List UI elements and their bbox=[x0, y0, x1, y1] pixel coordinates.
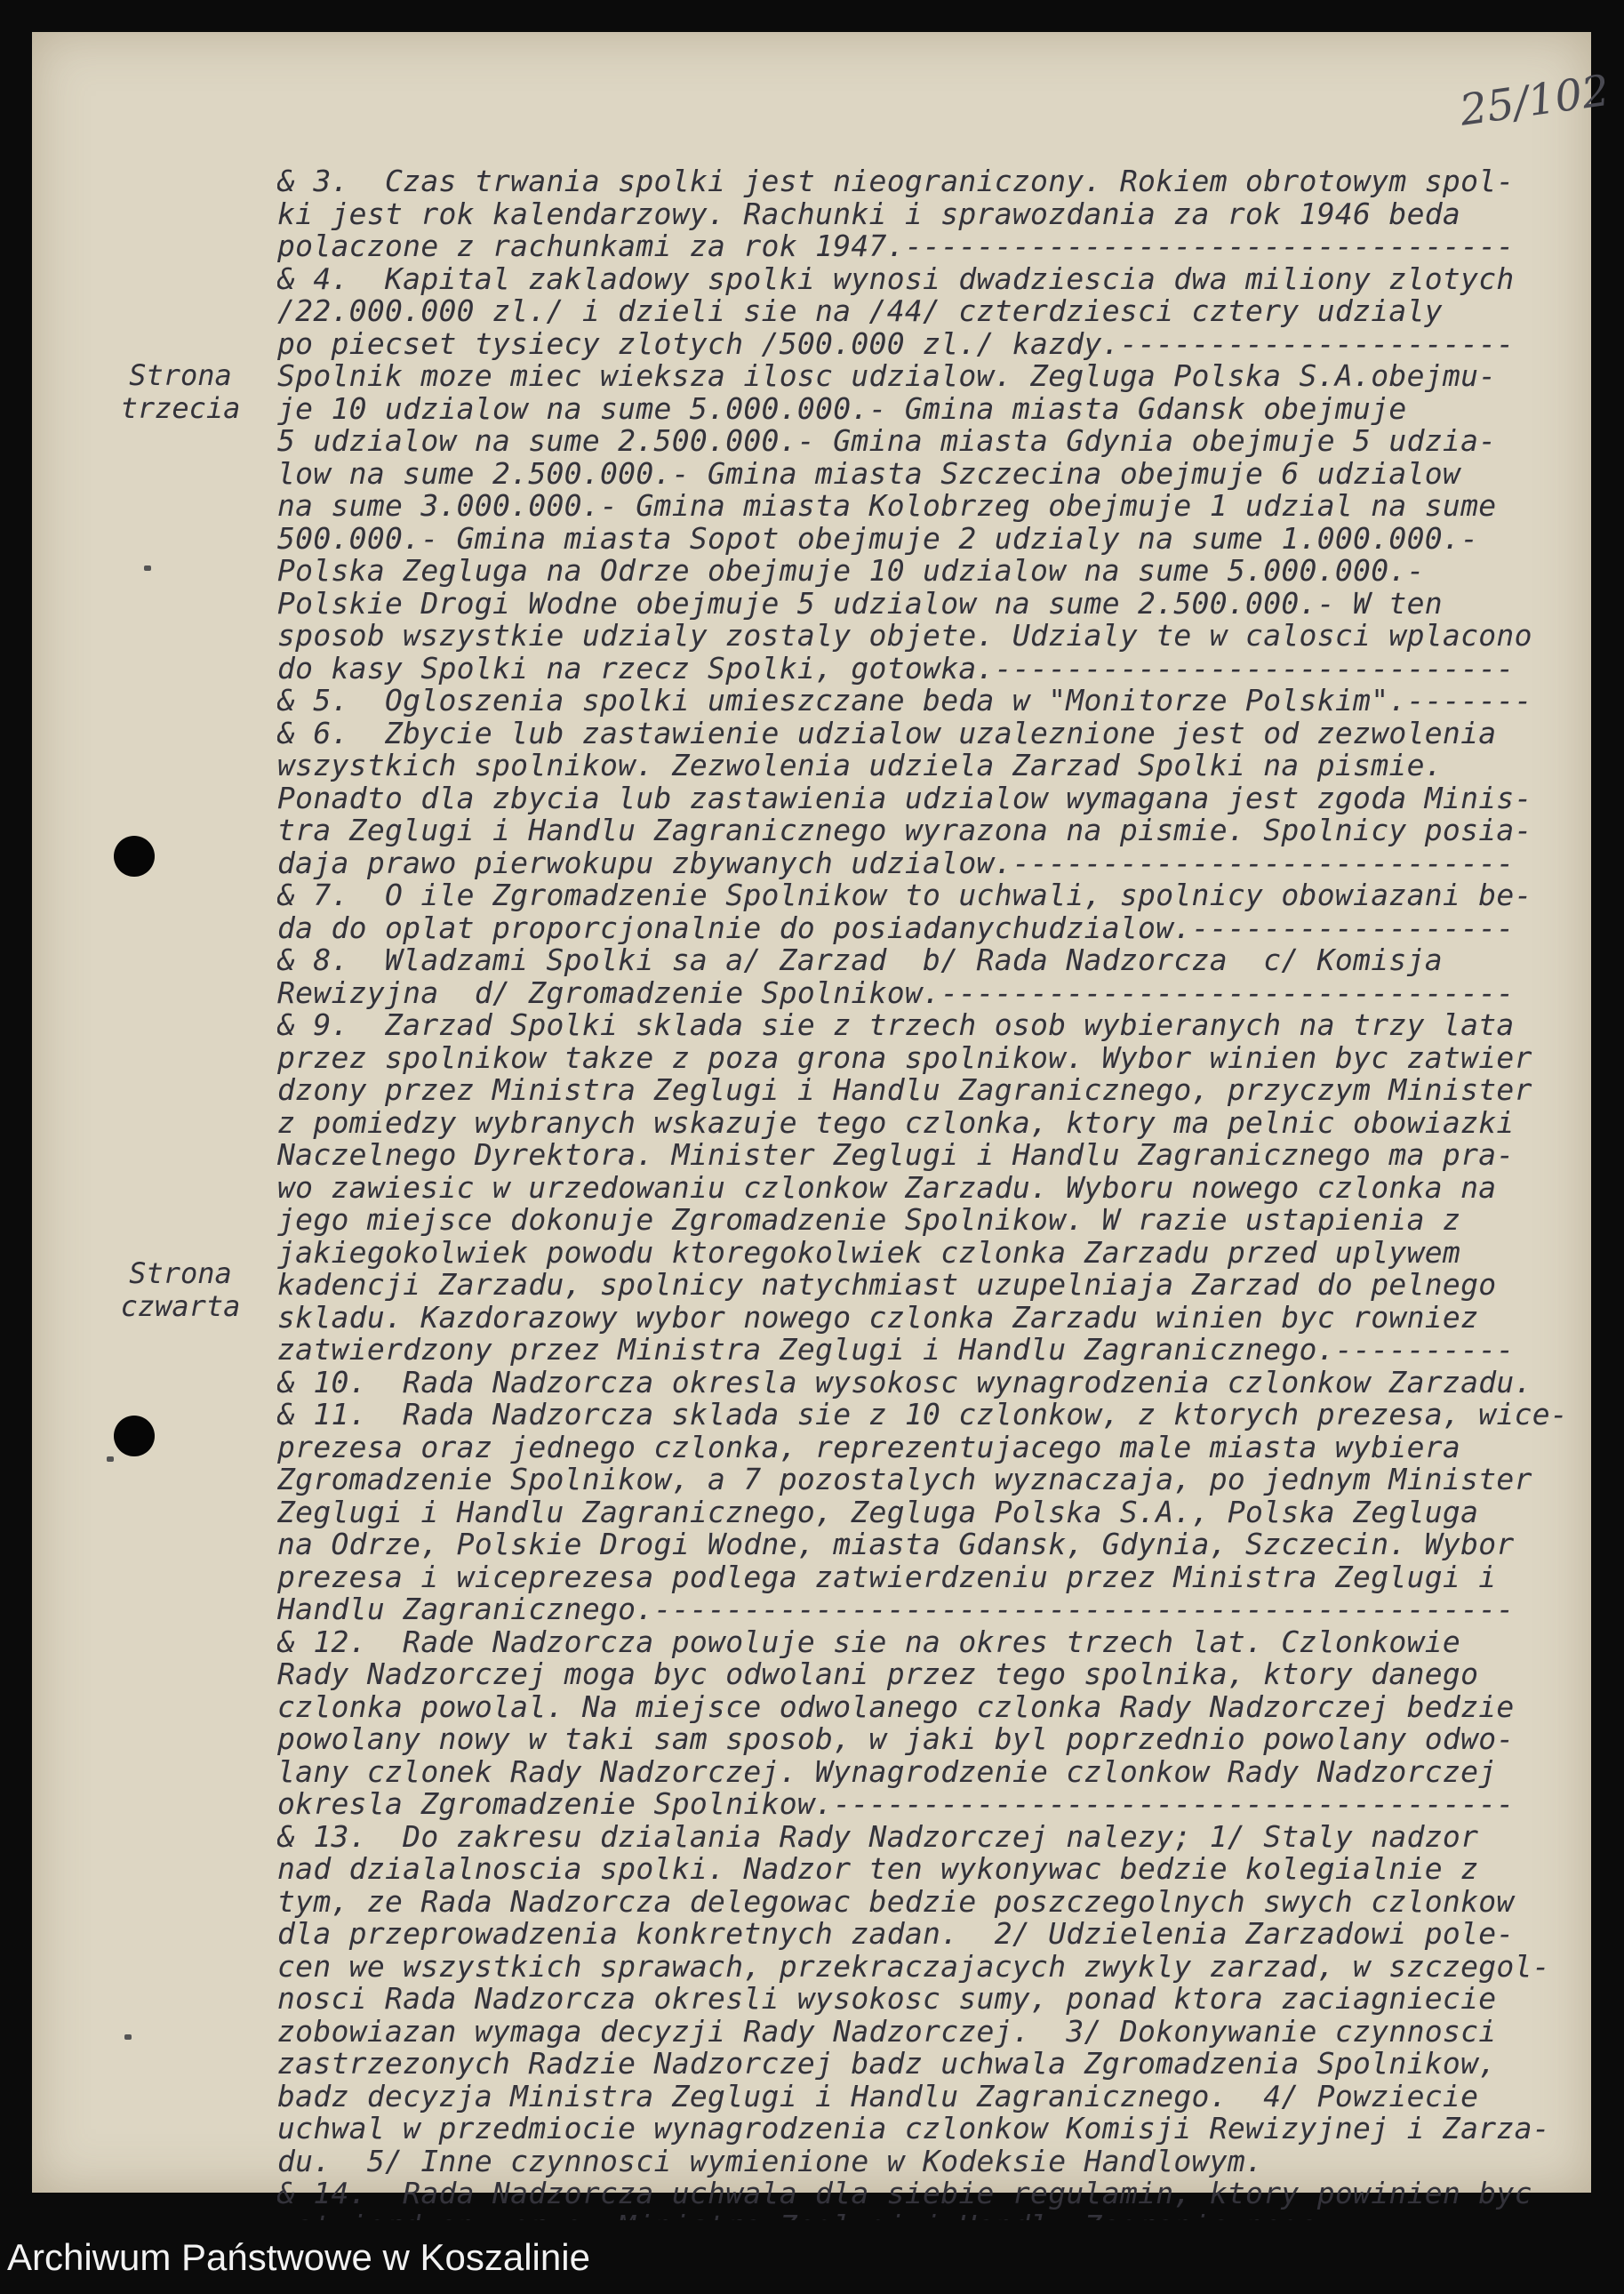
text-line: & 3. Czas trwania spolki jest nieograniczony. Rokiem obrotowym spol- bbox=[277, 165, 1515, 198]
text-line: skladu. Kazdorazowy wybor nowego czlonka Zarzadu winien byc rowniez bbox=[277, 1301, 1479, 1334]
paper-mark bbox=[144, 565, 151, 571]
archive-footer bbox=[0, 2220, 1624, 2294]
text-line: polaczone z rachunkami za rok 1947.---------------------------------- bbox=[277, 230, 1515, 263]
text-line: okresla Zgromadzenie Spolnikow.-------------------------------------- bbox=[277, 1788, 1515, 1821]
text-line: & 8. Wladzami Spolki sa a/ Zarzad b/ Rada Nadzorcza c/ Komisja bbox=[277, 944, 1443, 977]
text-line: z pomiedzy wybranych wskazuje tego czlonka, ktory ma pelnic obowiazki bbox=[277, 1106, 1515, 1139]
punch-hole bbox=[114, 836, 155, 877]
text-line: je 10 udzialow na sume 5.000.000.- Gmina miasta Gdansk obejmuje bbox=[277, 392, 1407, 425]
text-line: & 12. Rade Nadzorcza powoluje sie na okres trzech lat. Czlonkowie bbox=[277, 1625, 1461, 1658]
text-line: jego miejsce dokonuje Zgromadzenie Spolnikow. W razie ustapienia z bbox=[277, 1204, 1461, 1237]
paper-mark bbox=[124, 2034, 132, 2040]
text-line: & 13. Do zakresu dzialania Rady Nadzorczej nalezy; 1/ Staly nadzor bbox=[277, 1820, 1479, 1853]
margin-note-strona-czwarta bbox=[96, 1257, 265, 1322]
text-line: na Odrze, Polskie Drogi Wodne, miasta Gdansk, Gdynia, Szczecin. Wybor bbox=[277, 1528, 1515, 1561]
archive-name: Archiwum Państwowe w Koszalinie bbox=[7, 2236, 590, 2278]
text-line: 5 udzialow na sume 2.500.000.- Gmina miasta Gdynia obejmuje 5 udzia- bbox=[277, 425, 1497, 458]
text-line: Polska Zegluga na Odrze obejmuje 10 udzialow na sume 5.000.000.- bbox=[277, 555, 1425, 588]
text-line: uchwal w przedmiocie wynagrodzenia czlonkow Komisji Rewizyjnej i Zarza- bbox=[277, 2113, 1550, 2146]
text-line: nad dzialalnoscia spolki. Nadzor ten wykonywac bedzie kolegialnie z bbox=[277, 1853, 1479, 1886]
margin-note-line: Strona bbox=[129, 1256, 232, 1290]
text-line: & 11. Rada Nadzorcza sklada sie z 10 czlonkow, z ktorych prezesa, wice- bbox=[277, 1399, 1569, 1432]
margin-note-line: Strona bbox=[129, 358, 232, 392]
text-line: jakiegokolwiek powodu ktoregokolwiek czlonka Zarzadu przed uplywem bbox=[277, 1236, 1461, 1269]
text-line: 500.000.- Gmina miasta Sopot obejmuje 2 udzialy na sume 1.000.000.- bbox=[277, 522, 1479, 555]
text-line: zatwierdzony przez Ministra Zeglugi i Handlu Zagranicznego.---------- bbox=[277, 1334, 1515, 1367]
text-line: tym, ze Rada Nadzorcza delegowac bedzie poszczegolnych swych czlonkow bbox=[277, 1885, 1515, 1918]
text-line: prezesa i wiceprezesa podlega zatwierdzeniu przez Ministra Zeglugi i bbox=[277, 1560, 1497, 1593]
text-line: Naczelnego Dyrektora. Minister Zeglugi i Handlu Zagranicznego ma pra- bbox=[277, 1139, 1515, 1172]
text-line: badz decyzja Ministra Zeglugi i Handlu Zagranicznego. 4/ Powziecie bbox=[277, 2080, 1479, 2113]
text-line: przez spolnikow takze z poza grona spolnikow. Wybor winien byc zatwier bbox=[277, 1041, 1532, 1074]
text-line: Spolnik moze miec wieksza ilosc udzialow. Zegluga Polska S.A.obejmu- bbox=[277, 360, 1497, 393]
text-line: wo zawiesic w urzedowaniu czlonkow Zarzadu. Wyboru nowego czlonka na bbox=[277, 1171, 1497, 1204]
folio-number: 25/102 bbox=[1456, 65, 1612, 136]
text-line: zastrzezonych Radzie Nadzorczej badz uchwala Zgromadzenia Spolnikow, bbox=[277, 2048, 1497, 2081]
text-line: cen we wszystkich sprawach, przekraczajacych zwykly zarzad, w szczegol- bbox=[277, 1950, 1550, 1983]
text-line: prezesa oraz jednego czlonka, reprezentujacego male miasta wybiera bbox=[277, 1431, 1461, 1464]
text-line: sposob wszystkie udzialy zostaly objete. Udzialy te w calosci wplacono bbox=[277, 620, 1532, 653]
text-line: low na sume 2.500.000.- Gmina miasta Szczecina obejmuje 6 udzialow bbox=[277, 457, 1461, 490]
text-line: Zeglugi i Handlu Zagranicznego, Zegluga Polska S.A., Polska Zegluga bbox=[277, 1496, 1479, 1528]
text-line: da do oplat proporcjonalnie do posiadanychudzialow.------------------ bbox=[277, 911, 1515, 944]
text-line: kadencji Zarzadu, spolnicy natychmiast uzupelniaja Zarzad do pelnego bbox=[277, 1269, 1497, 1302]
text-line: powolany nowy w taki sam sposob, w jaki byl poprzednio powolany odwo- bbox=[277, 1723, 1515, 1756]
margin-note-line: czwarta bbox=[120, 1288, 241, 1323]
text-line: daja prawo pierwokupu zbywanych udzialow.---------------------------- bbox=[277, 846, 1515, 879]
document-page bbox=[32, 32, 1612, 2210]
text-line: dla przeprowadzenia konkretnych zadan. 2/ Udzielenia Zarzadowi pole- bbox=[277, 1918, 1515, 1951]
text-line: & 7. O ile Zgromadzenie Spolnikow to uchwali, spolnicy obowiazani be- bbox=[277, 879, 1532, 912]
punch-hole bbox=[114, 1416, 155, 1456]
text-line: & 4. Kapital zakladowy spolki wynosi dwadziescia dwa miliony zlotych bbox=[277, 262, 1515, 295]
text-line: & 14. Rada Nadzorcza uchwala dla siebie regulamin, ktory powinien byc bbox=[277, 2178, 1532, 2210]
text-line: nosci Rada Nadzorcza okresli wysokosc sumy, ponad ktora zaciagniecie bbox=[277, 1983, 1497, 2016]
text-line: & 10. Rada Nadzorcza okresla wysokosc wynagrodzenia czlonkow Zarzadu. bbox=[277, 1366, 1532, 1399]
margin-note-line: trzecia bbox=[120, 390, 241, 425]
text-line: & 9. Zarzad Spolki sklada sie z trzech osob wybieranych na trzy lata bbox=[277, 1009, 1515, 1042]
text-line: dzony przez Ministra Zeglugi i Handlu Zagranicznego, przyczym Minister bbox=[277, 1074, 1532, 1107]
text-line: ki jest rok kalendarzowy. Rachunki i sprawozdania za rok 1946 beda bbox=[277, 197, 1461, 230]
text-line: Rady Nadzorczej moga byc odwolani przez tego spolnika, ktory danego bbox=[277, 1658, 1479, 1691]
text-line: du. 5/ Inne czynnosci wymienione w Kodeksie Handlowym. bbox=[277, 2145, 1264, 2178]
text-line: Polskie Drogi Wodne obejmuje 5 udzialow na sume 2.500.000.- W ten bbox=[277, 587, 1443, 620]
text-line: Ponadto dla zbycia lub zastawienia udzialow wymagana jest zgoda Minis- bbox=[277, 782, 1532, 814]
text-line: do kasy Spolki na rzecz Spolki, gotowka.----------------------------- bbox=[277, 652, 1515, 685]
document-body bbox=[277, 165, 1611, 2242]
paper-mark bbox=[107, 1456, 114, 1462]
text-line: czlonka powolal. Na miejsce odwolanego czlonka Rady Nadzorczej bedzie bbox=[277, 1690, 1515, 1723]
text-line: wszystkich spolnikow. Zezwolenia udziela Zarzad Spolki na pismie. bbox=[277, 750, 1443, 782]
text-line: lany czlonek Rady Nadzorczej. Wynagrodzenie czlonkow Rady Nadzorczej bbox=[277, 1755, 1497, 1788]
text-line: Zgromadzenie Spolnikow, a 7 pozostalych wyznaczaja, po jednym Minister bbox=[277, 1464, 1532, 1496]
text-line: Rewizyjna d/ Zgromadzenie Spolnikow.-------------------------------- bbox=[277, 976, 1515, 1009]
margin-note-strona-trzecia bbox=[96, 359, 265, 424]
text-line: na sume 3.000.000.- Gmina miasta Kolobrzeg obejmuje 1 udzial na sume bbox=[277, 490, 1497, 523]
text-line: & 6. Zbycie lub zastawienie udzialow uzaleznione jest od zezwolenia bbox=[277, 717, 1497, 750]
text-line: po piecset tysiecy zlotych /500.000 zl./ kazdy.---------------------- bbox=[277, 327, 1515, 360]
text-line: /22.000.000 zl./ i dzieli sie na /44/ czterdziesci cztery udzialy bbox=[277, 295, 1443, 328]
text-line: Handlu Zagranicznego.------------------------------------------------ bbox=[277, 1593, 1515, 1626]
text-line: & 5. Ogloszenia spolki umieszczane beda w "Monitorze Polskim".------- bbox=[277, 685, 1532, 718]
text-line: zobowiazan wymaga decyzji Rady Nadzorczej. 3/ Dokonywanie czynnosci bbox=[277, 2015, 1497, 2048]
text-line: tra Zeglugi i Handlu Zagranicznego wyrazona na pismie. Spolnicy posia- bbox=[277, 814, 1532, 847]
